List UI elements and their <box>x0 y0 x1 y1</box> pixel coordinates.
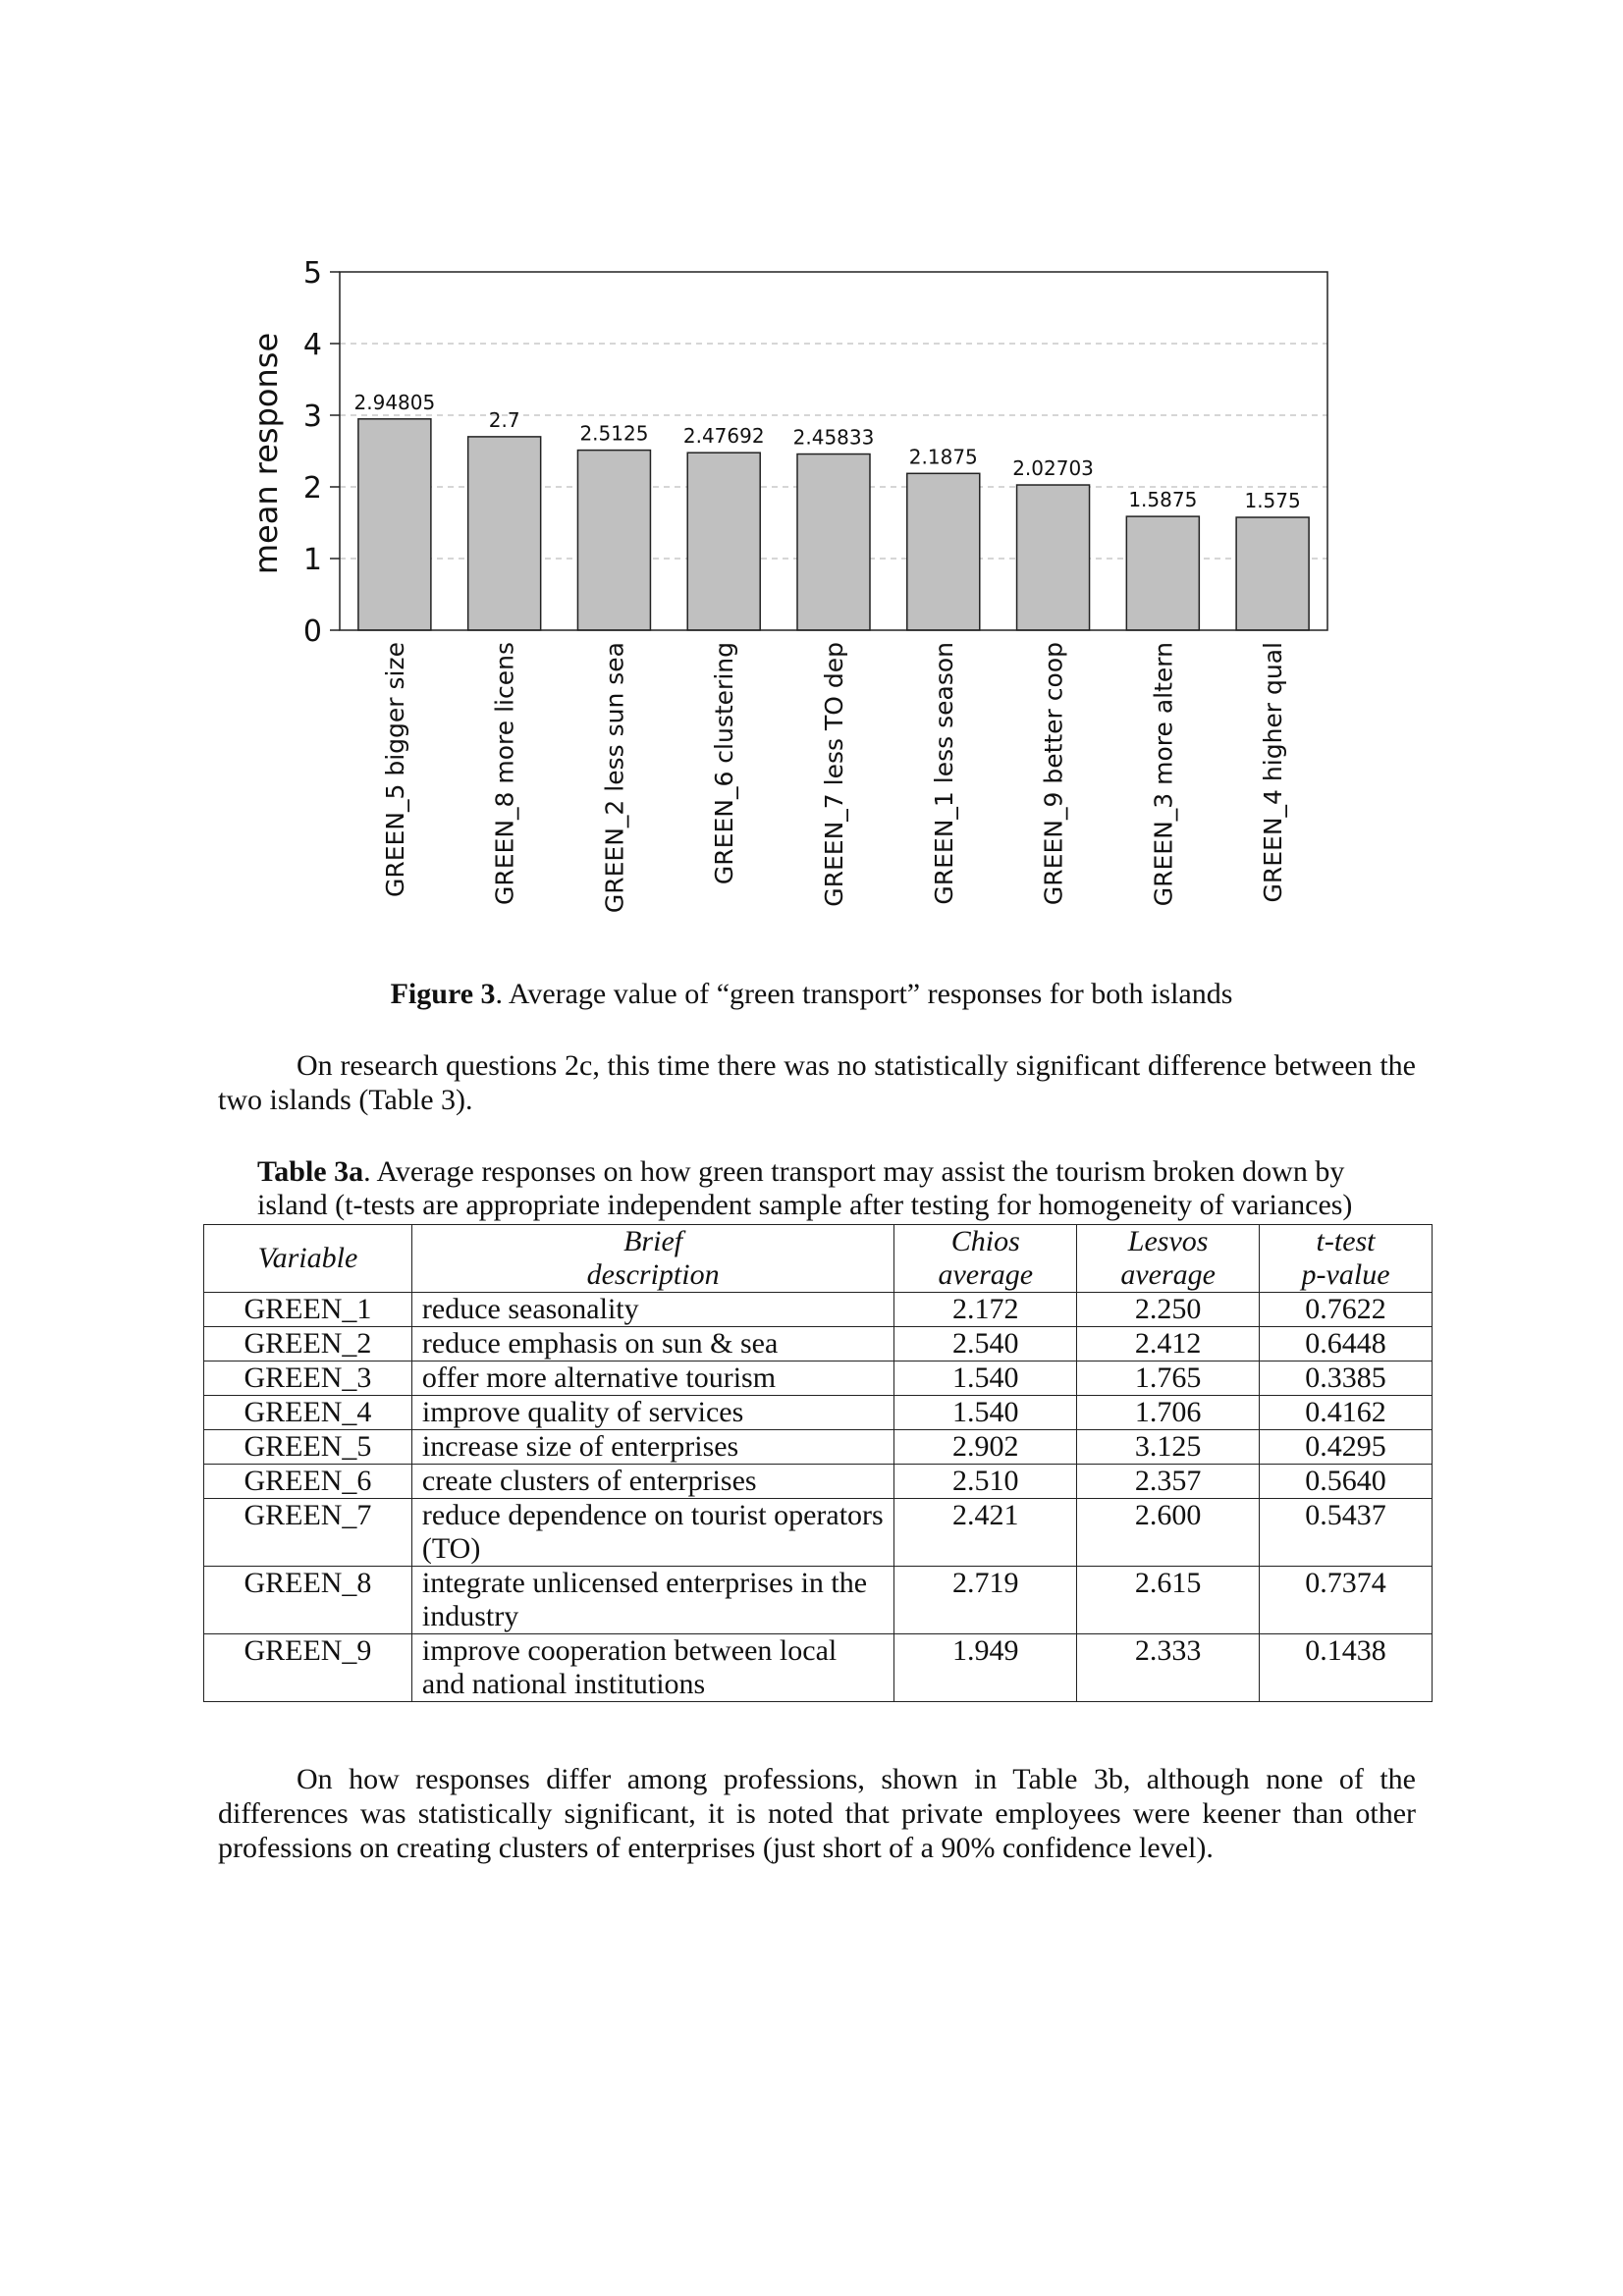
bar <box>797 454 870 630</box>
table-row: GREEN_5 increase size of enterprises 2.902 3.125 0.4295 <box>204 1430 1433 1465</box>
bar-chart <box>236 245 1345 952</box>
paragraph-2 <box>218 1762 1416 1865</box>
category-label: GREEN_5 bigger size <box>380 642 409 898</box>
results-table <box>203 1224 1433 1702</box>
table-row: GREEN_2 reduce emphasis on sun & sea 2.540 2.412 0.6448 <box>204 1327 1433 1362</box>
category-label: GREEN_6 clustering <box>710 642 739 885</box>
header-chios-average: Chios average <box>894 1225 1077 1293</box>
table-caption <box>257 1155 1386 1222</box>
y-tick-label: 4 <box>302 328 322 362</box>
header-brief-description: Brief description <box>411 1225 893 1293</box>
bar-value-label: 2.5125 <box>579 421 649 446</box>
category-label: GREEN_2 less sun sea <box>600 642 629 914</box>
table-row: GREEN_8 integrate unlicensed enterprises in the industry 2.719 2.615 0.7374 <box>204 1567 1433 1634</box>
paragraph-2-text: On how responses differ among professions, shown in Table 3b, although none of the differences was statistically significant, it is noted that private employees were keener than other professions on creating clusters of enterprises (just short of a 90% confidence level). <box>218 1763 1416 1864</box>
category-label: GREEN_8 more licens <box>490 642 519 905</box>
y-tick-label: 2 <box>302 471 322 506</box>
bar-value-label: 1.575 <box>1244 489 1301 513</box>
bar-value-label: 2.7 <box>488 407 520 432</box>
bar <box>358 419 431 630</box>
y-tick-label: 3 <box>302 400 322 434</box>
bar <box>687 453 760 630</box>
bar <box>1126 516 1199 630</box>
bar-value-label: 2.47692 <box>682 424 765 449</box>
header-variable: Variable <box>204 1225 412 1293</box>
paragraph-1-text: On research questions 2c, this time there was no statistically significant difference between the two islands (Table 3). <box>218 1049 1416 1116</box>
y-axis-label: mean response <box>247 332 285 575</box>
category-label: GREEN_1 less season <box>929 642 958 905</box>
table-row: GREEN_4 improve quality of services 1.540 1.706 0.4162 <box>204 1396 1433 1430</box>
category-label: GREEN_3 more altern <box>1149 642 1178 907</box>
table-caption-text: . Average responses on how green transport may assist the tourism broken down by island (t-tests are appropriate independent sample after testing for homogeneity of variances) <box>257 1155 1353 1221</box>
y-tick-label: 0 <box>302 614 322 649</box>
category-label: GREEN_9 better coop <box>1039 642 1068 906</box>
table-header-row <box>204 1225 1433 1293</box>
table-row: GREEN_6 create clusters of enterprises 2.510 2.357 0.5640 <box>204 1465 1433 1499</box>
bar <box>1017 485 1090 630</box>
bar-value-label: 1.5875 <box>1128 488 1198 512</box>
y-tick-label: 5 <box>302 256 322 291</box>
bar-value-label: 2.94805 <box>353 390 436 414</box>
y-tick-label: 1 <box>302 543 322 577</box>
bar <box>468 437 541 630</box>
bar-value-label: 2.02703 <box>1012 456 1094 481</box>
table-row: GREEN_7 reduce dependence on tourist operators (TO) 2.421 2.600 0.5437 <box>204 1499 1433 1567</box>
bar-value-label: 2.1875 <box>908 445 978 469</box>
table-row: GREEN_9 improve cooperation between local and national institutions 1.949 2.333 0.1438 <box>204 1634 1433 1702</box>
header-lesvos-average: Lesvos average <box>1077 1225 1260 1293</box>
bar <box>577 451 650 630</box>
bar <box>1236 517 1309 630</box>
bar <box>907 473 980 630</box>
table-row: GREEN_1 reduce seasonality 2.172 2.250 0.7622 <box>204 1293 1433 1327</box>
bars <box>358 419 1309 630</box>
category-label: GREEN_7 less TO dep <box>820 642 848 907</box>
paragraph-1 <box>218 1048 1416 1117</box>
category-label: GREEN_4 higher qual <box>1259 642 1288 903</box>
table-caption-label: Table 3a <box>257 1155 364 1188</box>
header-ttest-pvalue: t-test p-value <box>1260 1225 1433 1293</box>
bar-value-label: 2.45833 <box>792 425 875 450</box>
figure-caption-text: . Average value of “green transport” responses for both islands <box>495 978 1233 1010</box>
figure-caption-label: Figure 3 <box>390 978 496 1010</box>
figure-caption <box>0 978 1623 1011</box>
table-row: GREEN_3 offer more alternative tourism 1.540 1.765 0.3385 <box>204 1362 1433 1396</box>
